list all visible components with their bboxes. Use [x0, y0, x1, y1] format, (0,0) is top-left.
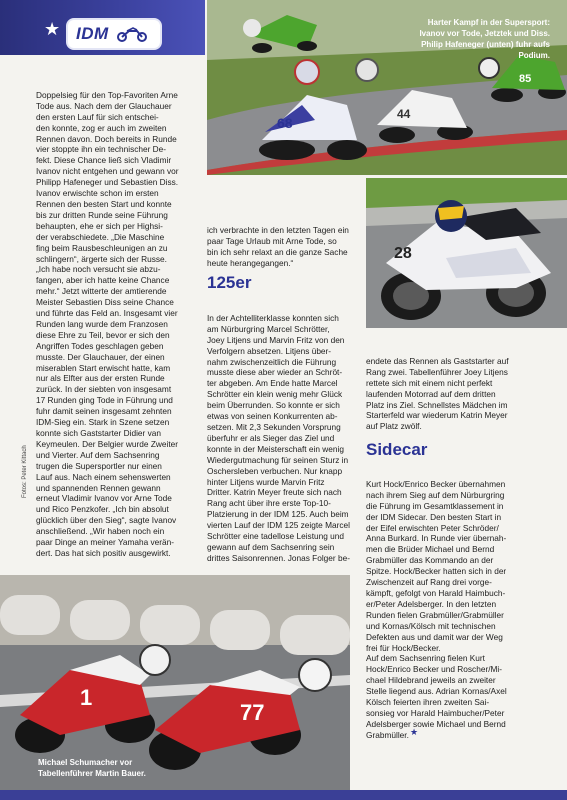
bike-number-1: 1 [80, 685, 93, 710]
column-3-sidecar [366, 468, 551, 752]
end-star-icon: ★ [410, 727, 419, 737]
bottom-band [0, 790, 567, 800]
col2-intro: ich verbrachte in den letzten Tagen ein paar Tage Urlaub mit Arne Tode, so bin ich sehr relaxt an die ganze Sache heute herangegangen.“ [207, 224, 349, 268]
column-2 [207, 214, 363, 279]
photo-hafeneger [366, 178, 567, 328]
bike-number-28: 28 [394, 245, 412, 262]
caption-supersport: Harter Kampf in der Supersport: Ivanov vor Tode, Jetztek und Diss. Philip Hafeneger (unten) fuhr aufs Podium. [419, 18, 550, 60]
column-3 [366, 345, 551, 443]
idm-logo [68, 20, 160, 48]
col2-125-paragraph: In der Achtelliterklasse konnten sich am Nürburgring Marcel Schrötter, Joey Litjens und Marvin Fritz von den Verfolgern absetzen. Litjens über- nahm zwischenzeitlich die Führung musste diese aber wieder an Schröt- ter abgeben. Am Ende hatte Marcel Schrötter ein klein wenig mehr Glück beim Überrunden. So konnte er sich etwas von seinen Konkurrenten ab- setzen. Mit 2,3 Sekunden Vorsprung überfuhr er als Sieger das Ziel und konnte in der Meisterschaft ein wenig Wiedergutmachung für seinen Sturz in Oschersleben verbuchen. Nur knapp hinter Litjens wurde Marvin Fritz Dritter. Katrin Meyer freute sich nach Rang acht über ihre erste Top-10- Platzierung in der IDM 125. Auch beim vierten Lauf der IDM 125 zeigte Marcel Schrötter eine tadellose Leistung und gewann auf dem Sachsenring sein drittes Saisonrennen. Jonas Folger be- [207, 312, 350, 563]
photo-hafeneger-art [366, 178, 567, 328]
bike-number-77: 77 [240, 700, 265, 725]
star-icon: ★ [44, 19, 61, 39]
col3-intro: endete das Rennen als Gaststarter auf Rang zwei. Tabellenführer Joey Litjens rettete sich mit einem nicht perfekt laufenden Motorrad auf dem dritten Platz ins Ziel. Schnellstes Mädchen im Starterfeld war wiederum Katrin Meyer auf Platz zwölf. [366, 355, 509, 432]
caption-schumacher: Michael Schumacher vor Tabellenführer Martin Bauer. [38, 758, 146, 778]
bike-number-44: 44 [397, 107, 411, 121]
photo-credit: Fotos: Peter Kittach [22, 445, 28, 498]
idm-logo-text: IDM [76, 24, 109, 43]
column-2-125er [207, 302, 363, 575]
col3-sidecar-paragraph: Kurt Hock/Enrico Becker übernahmen nach ihrem Sieg auf dem Nürburgring die Führung im Gesamtklassement in der IDM Sidecar. Den besten Start in der Eifel erwischten Peter Schröder/ Anna Burkard. In Runde vier übernah- men die Brüder Michael und Bernd Grabmüller das Kommando an der Spitze. Hock/Becker hatten sich in der Zwischenzeit auf Rang drei vorge- kämpft, gefolgt von Harald Haimbuch- er/Peter Adelsberger. In den letzten Runden fielen Grabmüller/Grabmüller und Kornas/Kölsch mit technischen Defekten aus und damit war der Weg frei für Hock/Becker. Auf dem Sachsenring fielen Kurt Hock/Enrico Becker und Roscher/Mi- chael Hildebrand jeweils an zweiter Stelle liegend aus. Adrian Kornas/Axel Kölsch feierten ihren zweiten Sai- sonsieg vor Harald Haimbucher/Peter Adelsberger sowie Michael und Bernd Grabmüller. [366, 478, 507, 740]
column-1 [36, 79, 204, 570]
motorcycle-icon [115, 26, 149, 42]
rider-85 [479, 55, 566, 102]
bike-number-85: 85 [519, 73, 532, 85]
col1-paragraph: Doppelsieg für den Top-Favoriten Arne Tode aus. Nach dem der Glauchauer den ersten Lauf für sich entschei- den konnte, zog er auch im zweiten Rennen davon. Doch bereits in Runde vier stoppte ihn ein technischer De- fekt. Diese Chance ließ sich Vladimir Ivanov nicht entgehen und gewann vor Philipp Hafeneger und Sebastien Diss. Ivanov erwischte schon im ersten Rennen den besten Start und konnte bis zur dritten Runde seine Führung behaupten, ehe er sich per Highsi- der verabschiedete. „Die Maschine fing beim Rausbeschleunigen an zu schlingern“, ärgerte sich der Russe. „Ich habe noch versucht sie abzu- fangen, aber ich hatte keine Chance mehr.“ Jetzt witterte der amtierende Meister Sebastien Diss seine Chance und führte das Feld an. Insgesamt vier Runden lang wurde dem Franzosen diese Ehre zu Teil, bevor er sich den Angriffen Todes geschlagen geben musste. Der Glauchauer, der einen miserablen Start erwischt hatte, kam nur als Elfter aus der ersten Runde zurück. In der siebten von insgesamt 17 Runden ging Tode in Führung und fuhr damit seinen insgesamt zehnten IDM-Sieg ein. Stark in Szene setzen konnte sich Gaststarter Didier van Keymeulen. Der Belgier wurde Zweiter und Vierter. Auf dem Sachsenring trugen die Supersportler nur einen Lauf aus. Nach einem sehenswerten und spannenden Rennen gewann erneut Vladimir Ivanov vor Arne Tode und Rico Penzkofer. „Ich bin absolut glücklich über den Sieg“, sagte Ivanov anschließend. „Wir haben noch ein paar Dinge an meiner Yamaha verän- dert. Das hat sich positiv ausgewirkt. [36, 89, 179, 558]
section-title-sidecar: Sidecar [366, 440, 428, 459]
section-title-125er: 125er [207, 273, 252, 292]
bike-number-68: 68 [277, 115, 293, 131]
